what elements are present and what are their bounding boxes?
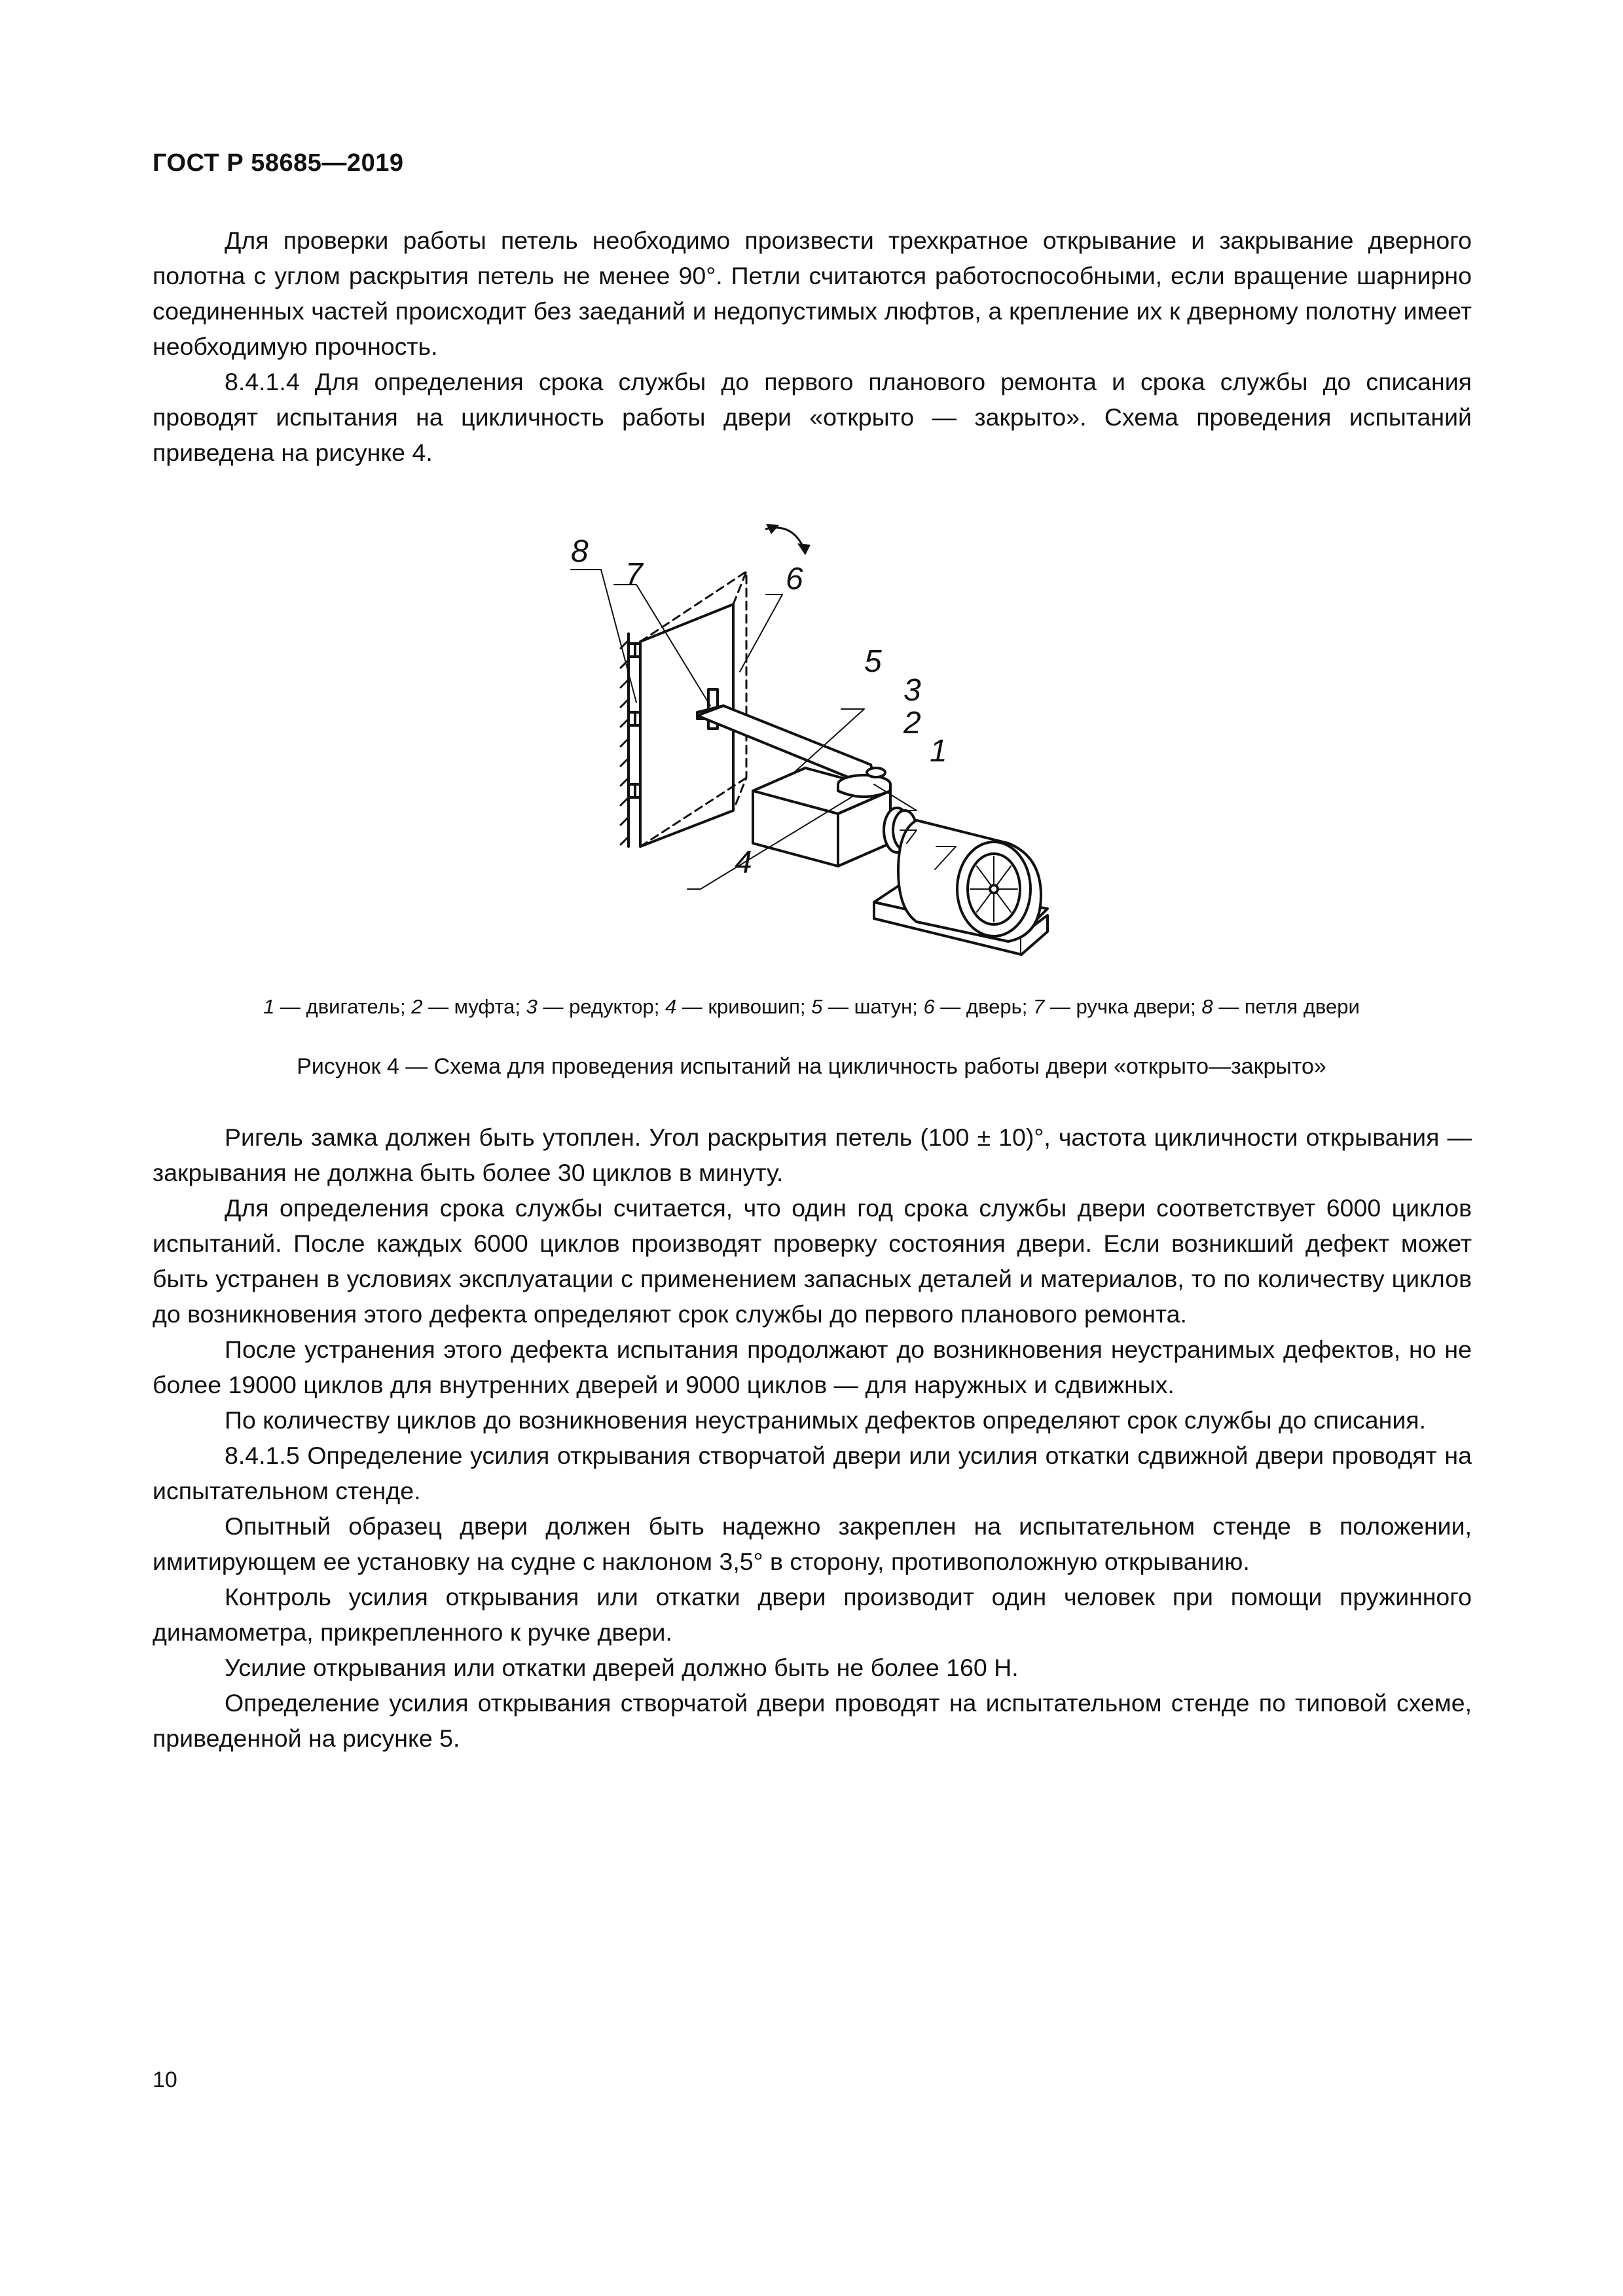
legend-text: — дверь; bbox=[934, 995, 1033, 1018]
paragraph: Контроль усилия открывания или откатки двери производит один человек при помощи пружинного динамометра, прикрепленного к ручке двери. bbox=[153, 1583, 1472, 1646]
legend-text: — редуктор; bbox=[537, 995, 665, 1018]
figure-4-diagram bbox=[498, 490, 1126, 987]
wall bbox=[621, 634, 629, 847]
label-5: 5 bbox=[864, 644, 882, 679]
figure-legend bbox=[0, 995, 1623, 1019]
legend-num: 4 bbox=[665, 995, 677, 1018]
legend-text: — шатун; bbox=[822, 995, 924, 1018]
legend-text: — муфта; bbox=[422, 995, 526, 1018]
paragraph: По количеству циклов до возникновения неустранимых дефектов определяют срок службы до списания. bbox=[225, 1406, 1427, 1434]
paragraph: Определение усилия открывания створчатой двери проводят на испытательном стенде по типовой схеме, приведенной на рисунке 5. bbox=[153, 1689, 1472, 1752]
text-block-bottom bbox=[153, 1120, 1472, 1756]
paragraph: Для определения срока службы считается, что один год срока службы двери соответствует 6000 циклов испытаний. После каждых 6000 циклов производят проверку состояния двери. Если возникший дефект может быть устранен в условиях эксплуатации с применением запасных деталей и материалов, то по количеству циклов до возникновения этого дефекта определяют срок службы до первого планового ремонта. bbox=[153, 1194, 1472, 1328]
legend-num: 5 bbox=[811, 995, 823, 1018]
label-8: 8 bbox=[571, 534, 589, 569]
paragraph: Усилие открывания или откатки дверей должно быть не более 160 Н. bbox=[225, 1654, 1019, 1681]
text-block-top bbox=[153, 223, 1472, 470]
label-6: 6 bbox=[786, 562, 803, 596]
label-1: 1 bbox=[930, 734, 947, 769]
motor bbox=[898, 820, 1041, 941]
paragraph: 8.4.1.4 Для определения срока службы до первого планового ремонта и срока службы до списания проводят испытания на цикличность работы двери «открыто — закрыто». Схема проведения испытаний приведена на рисунке 4. bbox=[153, 368, 1472, 466]
label-2: 2 bbox=[903, 706, 921, 740]
legend-num: 8 bbox=[1201, 995, 1213, 1018]
paragraph: Опытный образец двери должен быть надежно закреплен на испытательном стенде в положении, имитирующем ее установку на судне с наклоном 3,5° в сторону, противоположную открыванию. bbox=[153, 1512, 1472, 1575]
legend-text: — ручка двери; bbox=[1044, 995, 1202, 1018]
connecting-rod bbox=[697, 706, 874, 781]
paragraph: Для проверки работы петель необходимо произвести трехкратное открывание и закрывание дверного полотна с углом раскрытия петель не менее 90°. Петли считаются работоспособными, если вращение шарнирно соединенных частей происходит без заеданий и недопустимых люфтов, а крепление их к дверному полотну имеет необходимую прочность. bbox=[153, 227, 1472, 360]
door-hinge bbox=[629, 644, 640, 797]
paragraph: Ригель замка должен быть утоплен. Угол раскрытия петель (100 ± 10)°, частота цикличности открывания — закрывания не должна быть более 30 циклов в минуту. bbox=[153, 1123, 1472, 1186]
paragraph: После устранения этого дефекта испытания продолжают до возникновения неустранимых дефектов, но не более 19000 циклов для внутренних дверей и 9000 циклов — для наружных и сдвижных. bbox=[153, 1336, 1472, 1398]
door-open-position bbox=[733, 572, 746, 811]
label-7: 7 bbox=[625, 557, 643, 592]
document-header: ГОСТ Р 58685—2019 bbox=[153, 149, 404, 177]
legend-num: 7 bbox=[1032, 995, 1045, 1018]
figure-caption: Рисунок 4 — Схема для проведения испытаний на цикличность работы двери «открыто—закрыто» bbox=[297, 1054, 1326, 1079]
legend-text: — двигатель; bbox=[274, 995, 412, 1018]
legend-num: 2 bbox=[411, 995, 423, 1018]
legend-num: 6 bbox=[923, 995, 935, 1018]
label-3: 3 bbox=[903, 673, 921, 708]
page-number: 10 bbox=[153, 2068, 177, 2092]
label-4: 4 bbox=[735, 845, 752, 880]
legend-text: — кривошип; bbox=[676, 995, 812, 1018]
paragraph: 8.4.1.5 Определение усилия открывания створчатой двери или усилия откатки сдвижной двери проводят на испытательном стенде. bbox=[153, 1442, 1472, 1504]
legend-text: — петля двери bbox=[1213, 995, 1360, 1018]
legend-num: 1 bbox=[263, 995, 275, 1018]
legend-num: 3 bbox=[526, 995, 538, 1018]
